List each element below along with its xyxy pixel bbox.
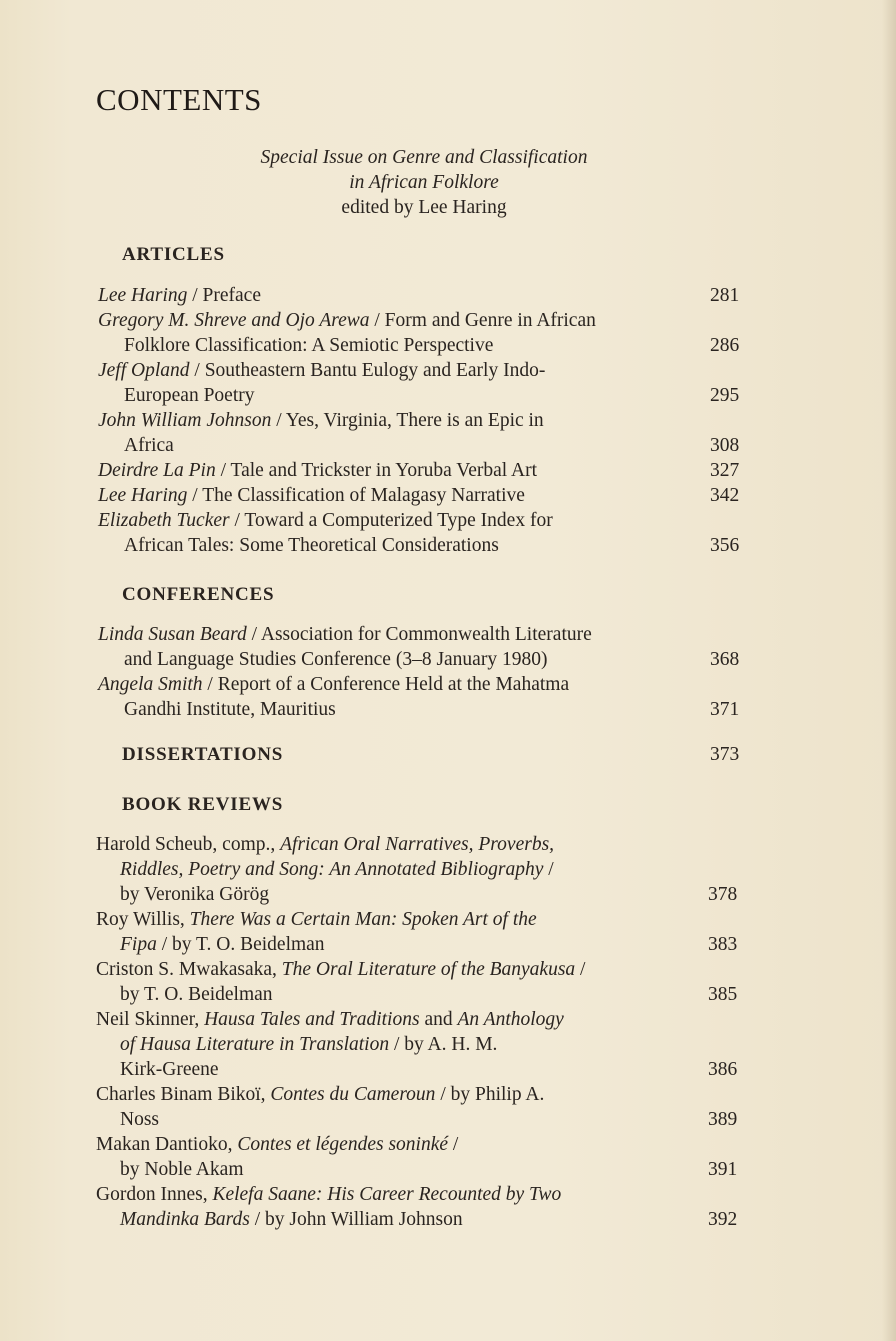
entry-line: [120, 1107, 159, 1132]
review-text: Charles Binam Bikoï,: [96, 1084, 271, 1105]
review-text: Makan Dantioko,: [96, 1134, 238, 1155]
entry-title: / Southeastern Bantu Eulogy and Early Indo-: [189, 360, 546, 381]
review-text: Gordon Innes,: [96, 1184, 213, 1205]
entry-page-number: 308: [710, 435, 740, 456]
review-book-title: of Hausa Literature in Translation: [120, 1034, 390, 1055]
entry-line: [120, 1157, 243, 1182]
entry-author: Deirdre La Pin: [98, 460, 216, 481]
review-text: by Veronika Görög: [120, 884, 270, 905]
review-book-title: There Was a Certain Man: Spoken Art of the: [189, 909, 537, 930]
entry-line: [120, 982, 273, 1007]
entry-author: Angela Smith: [98, 674, 203, 695]
entry-line: [98, 622, 592, 647]
entry-title: / Toward a Computerized Type Index for: [229, 510, 553, 531]
section-heading-articles: ARTICLES: [122, 244, 225, 265]
review-text: / by A. H. M.: [389, 1034, 498, 1055]
entry-page-number: 281: [710, 285, 740, 306]
entry-title: / The Classification of Malagasy Narrative: [187, 485, 525, 506]
entry-line: [98, 508, 553, 533]
entry-page-number: 378: [708, 884, 738, 905]
review-book-title: Fipa: [120, 934, 157, 955]
dissertations-page: 373: [710, 744, 740, 765]
entry-page-number: 385: [708, 984, 738, 1005]
entry-line: [124, 383, 255, 408]
entry-page-number: 391: [708, 1159, 738, 1180]
entry-line: [120, 857, 554, 882]
entry-line: [124, 647, 547, 672]
subtitle-line-1: Special Issue on Genre and Classification: [260, 147, 588, 168]
entry-line: [124, 697, 336, 722]
entry-line: [124, 333, 493, 358]
review-book-title: Contes et légendes soninké: [237, 1134, 449, 1155]
entry-page-number: 342: [710, 485, 740, 506]
entry-line: [124, 433, 174, 458]
review-book-title: Riddles, Poetry and Song: An Annotated Bibliography: [120, 859, 544, 880]
review-book-title: An Anthology: [457, 1009, 564, 1030]
review-text: Noss: [120, 1109, 160, 1130]
entry-page-number: 371: [710, 699, 740, 720]
entry-page-number: 386: [708, 1059, 738, 1080]
issue-subtitle: [96, 145, 752, 220]
section-heading-conferences: CONFERENCES: [122, 584, 275, 605]
entry-line: [96, 832, 554, 857]
entry-author: Jeff Opland: [98, 360, 190, 381]
entry-line: [98, 483, 525, 508]
review-text: / by Philip A.: [435, 1084, 545, 1105]
review-text: Neil Skinner,: [96, 1009, 205, 1030]
entry-line: [96, 957, 585, 982]
section-heading-book-reviews: BOOK REVIEWS: [122, 794, 284, 815]
entry-line: [120, 882, 269, 907]
entry-title: European Poetry: [124, 385, 255, 406]
entry-title: Folklore Classification: A Semiotic Perspective: [124, 335, 494, 356]
entry-line: [120, 1057, 219, 1082]
entry-author: Lee Haring: [98, 285, 188, 306]
entry-page-number: 295: [710, 385, 740, 406]
entry-title: Africa: [124, 435, 174, 456]
entry-author: John William Johnson: [98, 410, 272, 431]
review-text: /: [448, 1134, 459, 1155]
review-text: Criston S. Mwakasaka,: [96, 959, 282, 980]
review-text: and: [419, 1009, 458, 1030]
review-text: /: [543, 859, 554, 880]
review-text: / by John William Johnson: [249, 1209, 463, 1230]
review-text: Kirk-Greene: [120, 1059, 219, 1080]
entry-line: [96, 1082, 544, 1107]
review-book-title: Contes du Cameroun: [270, 1084, 436, 1105]
entry-line: [98, 308, 596, 333]
entry-page-number: 392: [708, 1209, 738, 1230]
entry-author: Linda Susan Beard: [98, 624, 247, 645]
review-text: /: [575, 959, 586, 980]
review-book-title: Hausa Tales and Traditions: [204, 1009, 420, 1030]
entry-title: Gandhi Institute, Mauritius: [124, 699, 336, 720]
entry-title: / Report of a Conference Held at the Mahatma: [202, 674, 570, 695]
review-text: / by T. O. Beidelman: [156, 934, 325, 955]
review-book-title: African Oral Narratives, Proverbs,: [280, 834, 555, 855]
page-title: CONTENTS: [96, 82, 262, 117]
entry-title: African Tales: Some Theoretical Considerations: [124, 535, 499, 556]
review-book-title: Kelefa Saane: His Career Recounted by Two: [212, 1184, 562, 1205]
review-book-title: Mandinka Bards: [120, 1209, 250, 1230]
entry-page-number: 286: [710, 335, 740, 356]
entry-line: [96, 907, 537, 932]
editor-line: edited by Lee Haring: [341, 197, 507, 218]
entry-page-number: 389: [708, 1109, 738, 1130]
entry-title: / Tale and Trickster in Yoruba Verbal Art: [215, 460, 537, 481]
section-heading-dissertations: [122, 744, 740, 766]
subtitle-line-2: in African Folklore: [349, 172, 499, 193]
entry-page-number: 327: [710, 460, 740, 481]
entry-page-number: 383: [708, 934, 738, 955]
entry-line: [124, 533, 499, 558]
entry-title: and Language Studies Conference (3–8 January 1980): [124, 649, 548, 670]
review-book-title: The Oral Literature of the Banyakusa: [281, 959, 576, 980]
entry-line: [96, 1007, 564, 1032]
entry-line: [98, 672, 569, 697]
entry-author: Gregory M. Shreve and Ojo Arewa: [98, 310, 370, 331]
entry-page-number: 368: [710, 649, 740, 670]
entry-author: Lee Haring: [98, 485, 188, 506]
review-text: Roy Willis,: [96, 909, 190, 930]
entry-title: / Yes, Virginia, There is an Epic in: [271, 410, 544, 431]
dissertations-label: DISSERTATIONS: [122, 744, 284, 765]
entry-line: [98, 408, 544, 433]
entry-line: [98, 358, 545, 383]
entry-page-number: 356: [710, 535, 740, 556]
review-text: by Noble Akam: [120, 1159, 244, 1180]
review-text: by T. O. Beidelman: [120, 984, 273, 1005]
entry-line: [98, 283, 261, 308]
entry-title: / Association for Commonwealth Literature: [246, 624, 592, 645]
entry-author: Elizabeth Tucker: [98, 510, 230, 531]
entry-line: [120, 1207, 463, 1232]
entry-line: [96, 1182, 561, 1207]
entry-title: / Preface: [187, 285, 261, 306]
entry-line: [98, 458, 537, 483]
entry-line: [96, 1132, 458, 1157]
entry-title: / Form and Genre in African: [369, 310, 596, 331]
entry-line: [120, 1032, 497, 1057]
entry-line: [120, 932, 325, 957]
review-text: Harold Scheub, comp.,: [96, 834, 281, 855]
